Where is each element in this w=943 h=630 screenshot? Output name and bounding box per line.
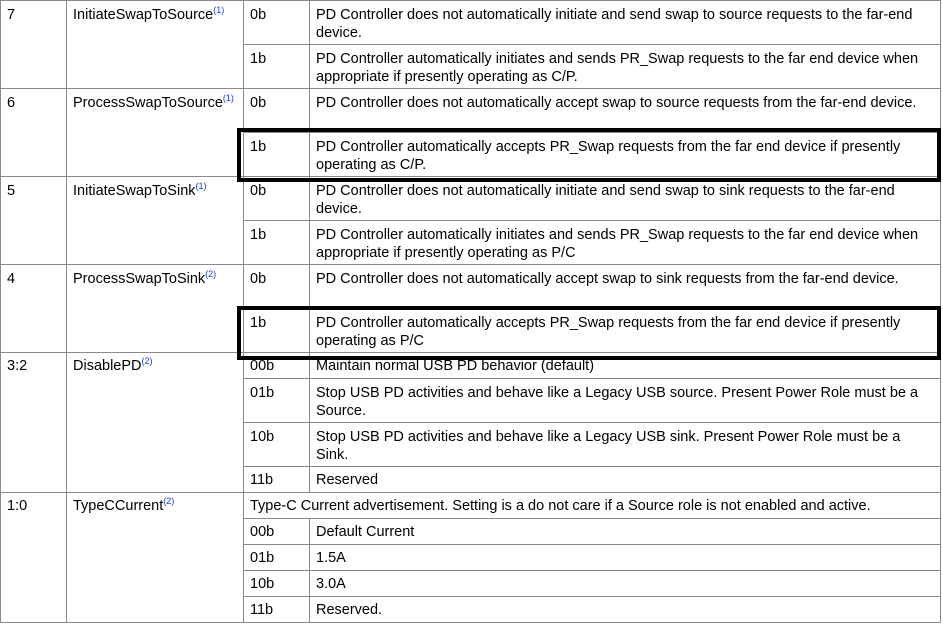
value-code: 01b <box>244 379 310 423</box>
value-description: Reserved <box>310 467 941 493</box>
bit-cell: 3:2 <box>1 353 67 493</box>
table-row <box>1 493 941 519</box>
value-description: 3.0A <box>310 571 941 597</box>
value-description: Stop USB PD activities and behave like a Legacy USB sink. Present Power Role must be a Sink. <box>310 423 941 467</box>
field-summary: Type-C Current advertisement. Setting is a do not care if a Source role is not enabled and active. <box>244 493 941 519</box>
value-description: PD Controller automatically initiates and sends PR_Swap requests to the far end device when appropriate if presently operating as P/C <box>310 221 941 265</box>
field-name-cell <box>67 89 244 177</box>
field-name: InitiateSwapToSource <box>73 7 214 23</box>
value-description: PD Controller does not automatically accept swap to source requests from the far-end device. <box>310 89 941 133</box>
value-code: 11b <box>244 467 310 493</box>
footnote-ref[interactable]: (2) <box>141 356 153 367</box>
value-code: 1b <box>244 133 310 177</box>
value-code: 0b <box>244 1 310 45</box>
bit-cell: 5 <box>1 177 67 265</box>
value-description: 1.5A <box>310 545 941 571</box>
field-name: ProcessSwapToSink <box>73 271 206 287</box>
value-description: Maintain normal USB PD behavior (default) <box>310 353 941 379</box>
footnote-ref[interactable]: (2) <box>163 496 175 507</box>
field-name: TypeCCurrent <box>73 498 164 514</box>
bit-cell: 1:0 <box>1 493 67 623</box>
value-description: PD Controller does not automatically initiate and send swap to sink requests to the far-end device. <box>310 177 941 221</box>
field-name-cell <box>67 493 244 623</box>
value-description: PD Controller automatically accepts PR_Swap requests from the far end device if presently operating as P/C <box>310 309 941 353</box>
field-name: DisablePD <box>73 358 142 374</box>
value-code: 1b <box>244 309 310 353</box>
bit-cell: 4 <box>1 265 67 353</box>
field-name-cell <box>67 265 244 353</box>
bit-cell: 7 <box>1 1 67 89</box>
value-description: Stop USB PD activities and behave like a Legacy USB source. Present Power Role must be a Source. <box>310 379 941 423</box>
value-description: Default Current <box>310 519 941 545</box>
value-code: 10b <box>244 423 310 467</box>
footnote-ref[interactable]: (1) <box>213 5 225 16</box>
field-name-cell <box>67 177 244 265</box>
value-code: 1b <box>244 221 310 265</box>
table-row <box>1 1 941 45</box>
value-description: PD Controller automatically initiates and sends PR_Swap requests to the far end device when appropriate if presently operating as C/P. <box>310 45 941 89</box>
value-description: PD Controller automatically accepts PR_Swap requests from the far end device if presently operating as C/P. <box>310 133 941 177</box>
field-name-cell <box>67 353 244 493</box>
value-code: 0b <box>244 89 310 133</box>
value-code: 1b <box>244 45 310 89</box>
table-row <box>1 353 941 379</box>
value-code: 0b <box>244 265 310 309</box>
value-code: 11b <box>244 597 310 623</box>
field-name: InitiateSwapToSink <box>73 183 196 199</box>
field-name-cell <box>67 1 244 89</box>
table-row <box>1 177 941 221</box>
footnote-ref[interactable]: (1) <box>222 93 234 104</box>
field-name: ProcessSwapToSource <box>73 95 223 111</box>
value-description: Reserved. <box>310 597 941 623</box>
table-row <box>1 265 941 309</box>
footnote-ref[interactable]: (2) <box>205 269 217 280</box>
value-code: 00b <box>244 353 310 379</box>
value-code: 0b <box>244 177 310 221</box>
bit-cell: 6 <box>1 89 67 177</box>
value-description: PD Controller does not automatically initiate and send swap to source requests to the far-end device. <box>310 1 941 45</box>
value-code: 01b <box>244 545 310 571</box>
footnote-ref[interactable]: (1) <box>195 181 207 192</box>
value-code: 10b <box>244 571 310 597</box>
table-row <box>1 89 941 133</box>
value-code: 00b <box>244 519 310 545</box>
value-description: PD Controller does not automatically accept swap to sink requests from the far-end device. <box>310 265 941 309</box>
